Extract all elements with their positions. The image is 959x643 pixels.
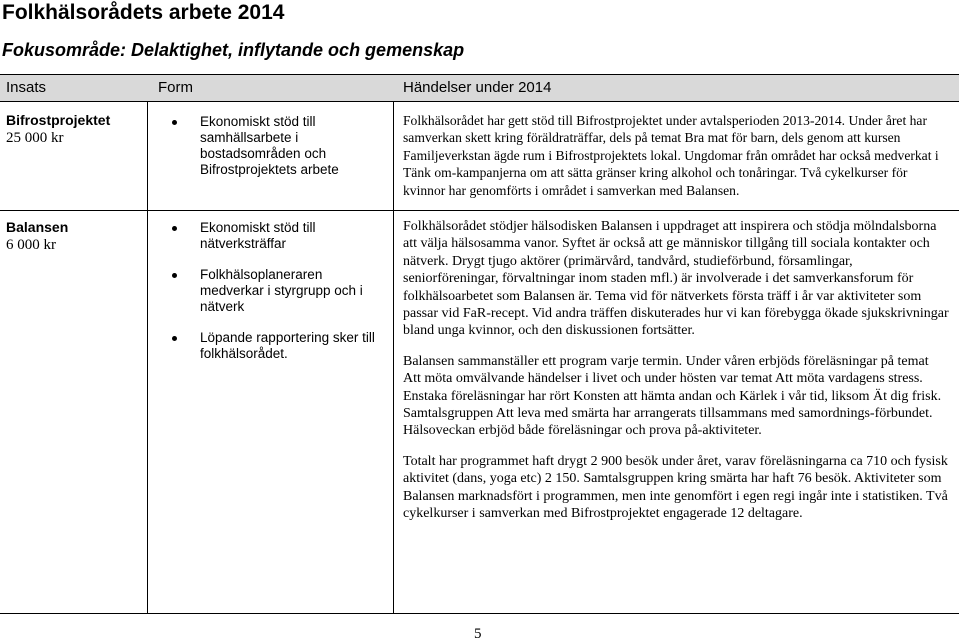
table-bottom-border bbox=[0, 613, 959, 614]
form-bullet-item: Folkhälsoplaneraren medverkar i styrgrupp och i nätverk bbox=[158, 267, 383, 315]
insats-amount: 6 000 kr bbox=[6, 237, 56, 253]
events-paragraph: Folkhälsorådet har gett stöd till Bifrostprojektet under avtalsperioden 2013-2014. Under året har samverkan skett kring föräldraträffar, dels på temat Bra mat för barn, dels genom att kursen Familjeverkstan ägde rum i Bifrostprojektets lokal. Ungdomar från området har också medverkat i Tänk om-kampanjerna om att sätta gränser kring alkohol och tonåringar. Två cykelkurser för kvinnor har genomförts i området i samverkan med Balansen. bbox=[403, 113, 939, 198]
insats-name: Bifrostprojektet bbox=[6, 112, 111, 128]
table-row-balansen-insats bbox=[6, 219, 68, 254]
header-form: Form bbox=[158, 79, 193, 96]
form-bullet-item: Ekonomiskt stöd till samhällsarbete i bostadsområden och Bifrostprojektets arbete bbox=[158, 114, 383, 178]
header-insats: Insats bbox=[6, 79, 47, 96]
insats-amount: 25 000 kr bbox=[6, 130, 64, 146]
events-paragraph: Totalt har programmet haft drygt 2 900 besök under året, varav föreläsningarna ca 710 och fysisk aktivitet (dans, yoga etc) 2 150. Samtalsgruppen kring smärta har haft 76 besök. Aktiviteter som Balansen marknadsfört i programmen, men inte genomfört i egen regi ingår inte i statistiken. Två cykelkurser i samverkan med Bifrostprojektet engagerade 12 deltagare. bbox=[403, 453, 948, 522]
events-paragraph: Folkhälsorådet stödjer hälsodisken Balansen i uppdraget att inspirera och stödja mölndalsborna att välja hälsosamma vanor. Syftet är också att ge människor tillgång till sociala kontakter och nätverk. Drygt tjugo aktörer (primärvård, tandvård, studieförbund, församlingar, seniorföreningar, förvaltningar inom staden mfl.) är involverade i det samverkansforum för folkhälsoarbetet som Balansen är. Tema vid för nätverkets första träff i år var aktiviteter som passar vid FaR-recept. Vid andra träffen diskuterades hur vi kan förebygga ökade sjukskrivningar bland unga kvinnor, och den diskussionen fortsätter. bbox=[403, 219, 949, 339]
document-title: Folkhälsorådets arbete 2014 bbox=[2, 1, 285, 24]
table-row-bifrost-events bbox=[403, 112, 949, 212]
table-row-balansen-form bbox=[158, 220, 383, 377]
form-bullet-item: Ekonomiskt stöd till nätverksträffar bbox=[158, 220, 383, 252]
column-divider bbox=[147, 101, 148, 613]
table-row-bifrost-insats bbox=[6, 112, 110, 147]
form-bullet-item: Löpande rapportering sker till folkhälsorådet. bbox=[158, 330, 383, 362]
table-row-bifrost-form bbox=[158, 114, 383, 193]
table-header bbox=[0, 74, 959, 102]
document-subtitle: Fokusområde: Delaktighet, inflytande och gemenskap bbox=[2, 40, 465, 60]
header-events: Händelser under 2014 bbox=[403, 79, 552, 96]
page-number: 5 bbox=[474, 626, 482, 642]
table-row-balansen-events bbox=[403, 218, 949, 536]
column-divider bbox=[393, 101, 394, 613]
events-paragraph: Balansen sammanställer ett program varje termin. Under våren erbjöds föreläsningar på temat Att möta omvälvande händelser i livet och under hösten var temat Att möta vardagens stress. Enstaka föreläsningar har rört Konsten att hämta andan och Kärlek i vår tid, liksom Ät dig frisk. Samtalsgruppen Att leva med smärta har arrangerats tillsammans med samordnings-förbundet. Hälsoveckan erbjöd både föreläsningar och prova på-aktiviteter. bbox=[403, 353, 942, 439]
insats-name: Balansen bbox=[6, 219, 69, 235]
